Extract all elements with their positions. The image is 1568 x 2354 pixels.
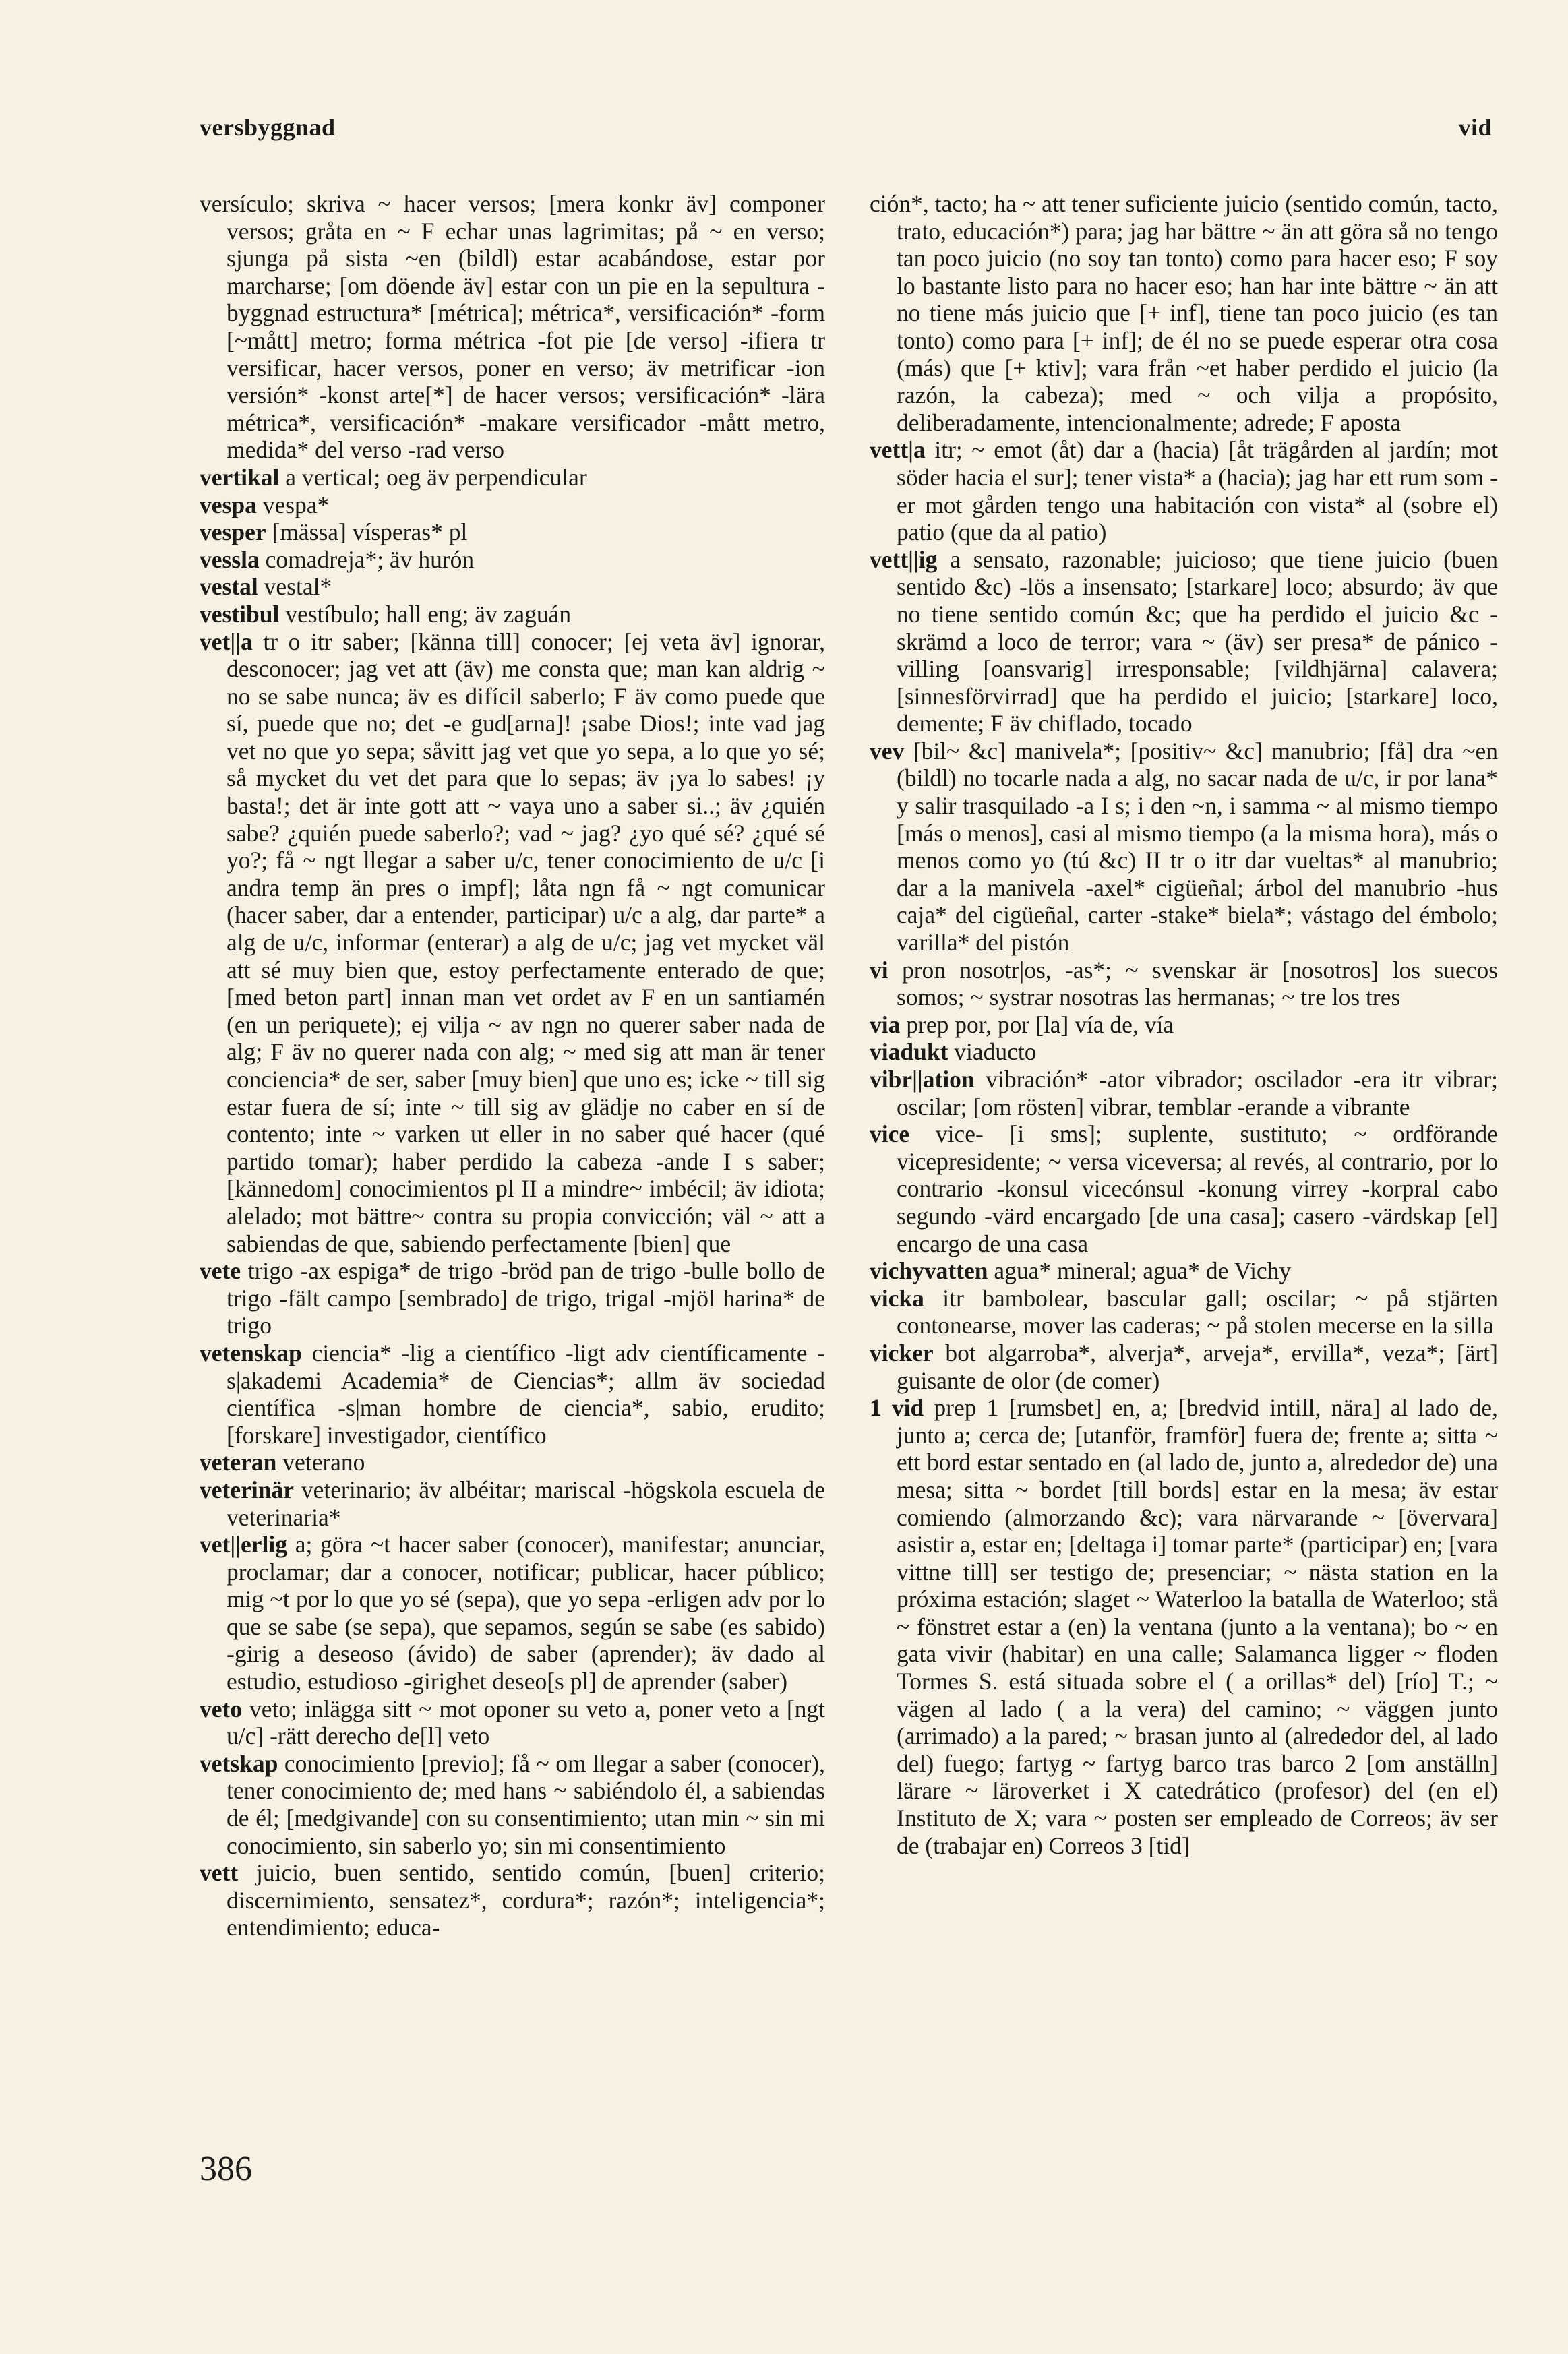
- entry-headword: via: [870, 1010, 901, 1038]
- entry-definition: agua* mineral; agua* de Vichy: [994, 1257, 1292, 1285]
- dictionary-entry: [200, 464, 825, 491]
- entry-definition: a vertical; oeg äv perpendicular: [285, 463, 587, 491]
- entry-headword: vespa: [200, 491, 257, 518]
- entry-headword: vid: [891, 1394, 924, 1422]
- entry-headword: vicker: [870, 1339, 934, 1366]
- entry-headword: vichyvatten: [870, 1257, 988, 1285]
- entry-definition: vestíbulo; hall eng; äv zaguán: [285, 600, 572, 628]
- entry-definition: prep por, por [la] vía de, vía: [906, 1010, 1174, 1038]
- entry-definition: [mässa] vísperas* pl: [272, 518, 468, 546]
- entry-definition: ciencia* -lig a científico -ligt adv científicamente -s|akademi Academia* de Ciencias*; allm äv sociedad científica -s|man hombre de ciencia*, sabio, erudito; [forskare] investigador, científico: [227, 1339, 825, 1449]
- entry-headword: vicka: [870, 1284, 924, 1312]
- dictionary-entry: [200, 573, 825, 601]
- right-column: [870, 190, 1498, 1859]
- dictionary-entry: [870, 1257, 1498, 1285]
- entry-headword: vet||a: [200, 628, 253, 655]
- entry-definition: a; göra ~t hacer saber (conocer), manifestar; anunciar, proclamar; dar a conocer, notificar; publicar, hacer público; mig ~t por lo que yo sé (sepa), que yo sepa -erligen adv por lo que se sabe (se sepa), que sepamos, según se sabe (es sabido) -girig a deseoso (ávido) de saber (aprender); äv dado al estudio, estudioso -girighet deseo[s pl] de aprender (saber): [227, 1531, 825, 1695]
- dictionary-entry: [870, 436, 1498, 545]
- dictionary-entry: [870, 1394, 1498, 1859]
- entry-headword: veteran: [200, 1449, 277, 1476]
- dictionary-entry: [870, 957, 1498, 1011]
- entry-definition: veterinario; äv albéitar; mariscal -högskola escuela de veterinaria*: [227, 1476, 825, 1531]
- dictionary-entry: [200, 1531, 825, 1695]
- entry-definition: bot algarroba*, alverja*, arveja*, ervilla*, veza*; [ärt] guisante de olor (de comer): [897, 1339, 1498, 1394]
- entry-number: 1: [870, 1394, 892, 1422]
- entry-headword: vestibul: [200, 600, 280, 628]
- entry-headword: vetenskap: [200, 1339, 302, 1366]
- entry-definition: vice- [i sms]; suplente, sustituto; ~ ordförande vicepresidente; ~ versa viceversa; al revés, al contrario, por lo contrario -konsul vicecónsul -konung virrey -korpral cabo segundo -värd encargado [de una casa]; casero -värdskap [el] encargo de una casa: [897, 1120, 1499, 1257]
- dictionary-entry: [200, 491, 825, 519]
- entry-definition: vibración* -ator vibrador; oscilador -era itr vibrar; oscilar; [om rösten] vibrar, temblar -erande a vibrante: [897, 1066, 1498, 1120]
- entry-definition: versículo; skriva ~ hacer versos; [mera konkr äv] componer versos; gråta en ~ F echar unas lagrimitas; på ~ en verso; sjunga på sista ~en (bildl) estar acabándose, estar por marcharse; [om döende äv] estar con un pie en la sepultura -byggnad estructura* [métrica]; métrica*, versificación* -form [~mått] metro; forma métrica -fot pie [de verso] -ifiera tr versificar, hacer versos, poner en verso; äv metrificar -ion versión* -konst arte[*] de hacer versos; versificación* -lära métrica*, versificación* -makare versificador -mått metro, medida* del verso -rad verso: [200, 190, 825, 464]
- dictionary-entry: [200, 1476, 825, 1531]
- entry-headword: vett||ig: [870, 545, 938, 573]
- entry-headword: vibr||ation: [870, 1066, 975, 1093]
- page-number: 386: [200, 2150, 252, 2188]
- dictionary-entry: [200, 1257, 825, 1339]
- dictionary-entry: [870, 737, 1498, 957]
- dictionary-entry: [200, 1750, 825, 1859]
- dictionary-entry: [870, 1285, 1498, 1339]
- dictionary-entry: [200, 1449, 825, 1476]
- entry-headword: vett: [200, 1859, 239, 1887]
- guide-word-right: vid: [1458, 114, 1492, 141]
- dictionary-entry: [200, 628, 825, 1258]
- entry-headword: vestal: [200, 573, 258, 601]
- dictionary-entry: [200, 546, 825, 574]
- dictionary-entry: [870, 1339, 1498, 1394]
- dictionary-entry: [200, 190, 825, 464]
- entry-headword: vessla: [200, 545, 260, 573]
- entry-definition: trigo -ax espiga* de trigo -bröd pan de trigo -bulle bollo de trigo -fält campo [sembrado] de trigo, trigal -mjöl harina* de trigo: [227, 1257, 826, 1339]
- entry-definition: veterano: [282, 1449, 365, 1476]
- dictionary-entry: [870, 546, 1498, 737]
- entry-headword: vete: [200, 1257, 241, 1285]
- entry-definition: veto; inlägga sitt ~ mot oponer su veto a, poner veto a [ngt u/c] -rätt derecho de[l] veto: [227, 1695, 826, 1750]
- entry-definition: vestal*: [264, 573, 332, 601]
- dictionary-entry: [200, 1339, 825, 1449]
- entry-definition: viaducto: [954, 1038, 1037, 1066]
- entry-headword: veterinär: [200, 1476, 294, 1503]
- guide-word-left: versbyggnad: [200, 114, 336, 141]
- dictionary-entry: [870, 1120, 1498, 1257]
- dictionary-entry: [200, 601, 825, 628]
- entry-definition: itr bambolear, bascular gall; oscilar; ~ på stjärten contonearse, mover las caderas; ~ på stolen mecerse en la silla: [897, 1284, 1498, 1339]
- entry-definition: ción*, tacto; ha ~ att tener suficiente juicio (sentido común, tacto, trato, educación*) para; jag har bättre ~ än att göra så no tengo tan poco juicio (no soy tan tonto) como para hacer eso; F soy lo bastante listo para no hacer eso; han har inte bättre ~ än att no tiene más juicio que [+ inf], tiene tan poco juicio (es tan tonto) como para [+ inf]; de él no se puede esperar otra cosa (más) que [+ ktiv]; vara från ~et haber perdido el juicio (la razón, la cabeza); med ~ och vilja a propósito, deliberadamente, intencionalmente; adrede; F aposta: [870, 190, 1498, 436]
- entry-headword: vev: [870, 737, 905, 764]
- entry-headword: viadukt: [870, 1038, 948, 1066]
- dictionary-entry: [200, 1695, 825, 1750]
- entry-headword: vet||erlig: [200, 1531, 287, 1559]
- dictionary-entry: [200, 518, 825, 546]
- entry-definition: tr o itr saber; [känna till] conocer; [ej veta äv] ignorar, desconocer; jag vet att (äv) me consta que; man kan aldrig ~ no se sabe nunca; äv es difícil saberlo; F äv como puede que sí, puede que no; det -e gud[arna]! ¡sabe Dios!; inte vad jag vet no que yo sepa; såvitt jag vet que yo sepa, a lo que yo sé; så mycket du vet det para que lo sepas; äv ¡ya lo sabes! ¡y basta!; det är inte gott att ~ vaya uno a saber si..; äv ¿quién sabe? ¿quién puede saberlo?; vad ~ jag? ¿yo qué sé? ¿qué sé yo?; få ~ ngt llegar a saber u/c, tener conocimiento de u/c [i andra temp än pres o impf]; låta ngn få ~ ngt comunicar (hacer saber, dar a entender, participar) u/c a alg, dar parte* a alg de u/c, informar (enterar) a alg de u/c; jag vet mycket väl att sé muy bien que, estoy perfectamente enterado de que; [med beton part] innan man vet ordet av F en un santiamén (en un periquete); ej vilja ~ av ngn no querer saber nada de alg; F äv no querer nada con alg; ~ med sig att man är tener conciencia* de ser, saber [muy bien] que uno es; icke ~ till sig estar fuera de sí; inte ~ till sig av glädje no caber en sí de contento; inte ~ varken ut eller in no saber qué hacer (qué partido tomar); haber perdido la cabeza -ande I s saber; [kännedom] conocimientos pl II a mindre~ imbécil; äv idiota; alelado; mot bättre~ contra su propia convicción; väl ~ att a sabiendas de que, sabiendo perfectamente [bien] que: [227, 628, 825, 1257]
- entry-definition: [bil~ &c] manivela*; [positiv~ &c] manubrio; [få] dra ~en (bildl) no tocarle nada a alg, no sacar nada de u/c, ir por lana* y salir trasquilado -a I s; i den ~n, i samma ~ al mismo tiempo [más o menos], casi al mismo tiempo (a la misma hora), más o menos como yo (tú &c) II tr o itr dar vueltas* al manubrio; dar a la manivela -axel* cigüeñal; árbol del manubrio -hus caja* del cigüeñal, carter -stake* biela*; vástago del émbolo; varilla* del pistón: [897, 737, 1498, 957]
- dictionary-entry: [870, 1038, 1498, 1066]
- left-column: [200, 190, 825, 1941]
- dictionary-entry: [870, 1011, 1498, 1039]
- entry-headword: vesper: [200, 518, 266, 546]
- entry-headword: vetskap: [200, 1749, 278, 1777]
- entry-definition: comadreja*; äv hurón: [265, 545, 475, 573]
- entry-definition: prep 1 [rumsbet] en, a; [bredvid intill, nära] al lado de, junto a; cerca de; [utanför, framför] fuera de; frente a; sitta ~ ett bord estar sentado en (al lado de, junto a, alrededor de) una mesa; sitta ~ bordet [till bords] estar en la mesa; äv estar comiendo (almorzando &c); vara närvarande ~ [övervara] asistir a, estar en; [deltaga i] tomar parte* (participar) en; [vara vittne till] ser testigo de; presenciar; ~ nästa station en la próxima estación; slaget ~ Waterloo la batalla de Waterloo; stå ~ fönstret estar a (en) la ventana (junto a la ventana); bo ~ en gata vivir (habitar) en una calle; Salamanca ligger ~ floden Tormes S. está situada sobre el ( a orillas* del) [río] T.; ~ vägen al lado ( a la vera) del camino; ~ väggen junto (arrimado) a la pared; ~ brasan junto al (alrededor del, al lado del) fuego; fartyg ~ fartyg barco tras barco 2 [om anställn] lärare ~ läroverket i X catedrático (profesor) del (en el) Instituto de X; vara ~ posten ser empleado de Correos; äv ser de (trabajar en) Correos 3 [tid]: [897, 1394, 1499, 1859]
- entry-definition: a sensato, razonable; juicioso; que tiene juicio (buen sentido &c) -lös a insensato; [starkare] loco; absurdo; äv que no tiene sentido común &c; que ha perdido el juicio &c -skrämd a loco de terror; vara ~ (äv) ser presa* de pánico -villing [oansvarig] irresponsable; [vildhjärna] calavera; [sinnesförvirrad] que ha perdido el juicio; [starkare] loco, demente; F äv chiflado, tocado: [897, 545, 1499, 737]
- entry-headword: vertikal: [200, 463, 280, 491]
- entry-definition: pron nosotr|os, -as*; ~ svenskar är [nosotros] los suecos somos; ~ systrar nosotras las hermanas; ~ tre los tres: [897, 956, 1499, 1011]
- entry-definition: juicio, buen sentido, sentido común, [buen] criterio; discernimiento, sensatez*, cordura*; razón*; inteligencia*; entendimiento; educa-: [227, 1859, 826, 1941]
- dictionary-entry: [200, 1859, 825, 1941]
- dictionary-entry: [870, 1066, 1498, 1120]
- dictionary-entry: [870, 190, 1498, 436]
- entry-headword: vi: [870, 956, 888, 984]
- entry-definition: conocimiento [previo]; få ~ om llegar a saber (conocer), tener conocimiento de; med hans ~ sabiéndolo él, a sabiendas de él; [medgivande] con su consentimiento; utan min ~ sin mi conocimiento, sin saberlo yo; sin mi consentimiento: [227, 1749, 825, 1859]
- entry-headword: vett|a: [870, 436, 926, 464]
- entry-definition: itr; ~ emot (åt) dar a (hacia) [åt trägården al jardín; mot söder hacia el sur]; tener vista* a (hacia); jag har ett rum som -er mot gården tengo una habitación con vista* al (sobre el) patio (que da al patio): [897, 436, 1498, 546]
- entry-headword: vice: [870, 1120, 910, 1148]
- entry-headword: veto: [200, 1695, 243, 1722]
- entry-definition: vespa*: [262, 491, 330, 518]
